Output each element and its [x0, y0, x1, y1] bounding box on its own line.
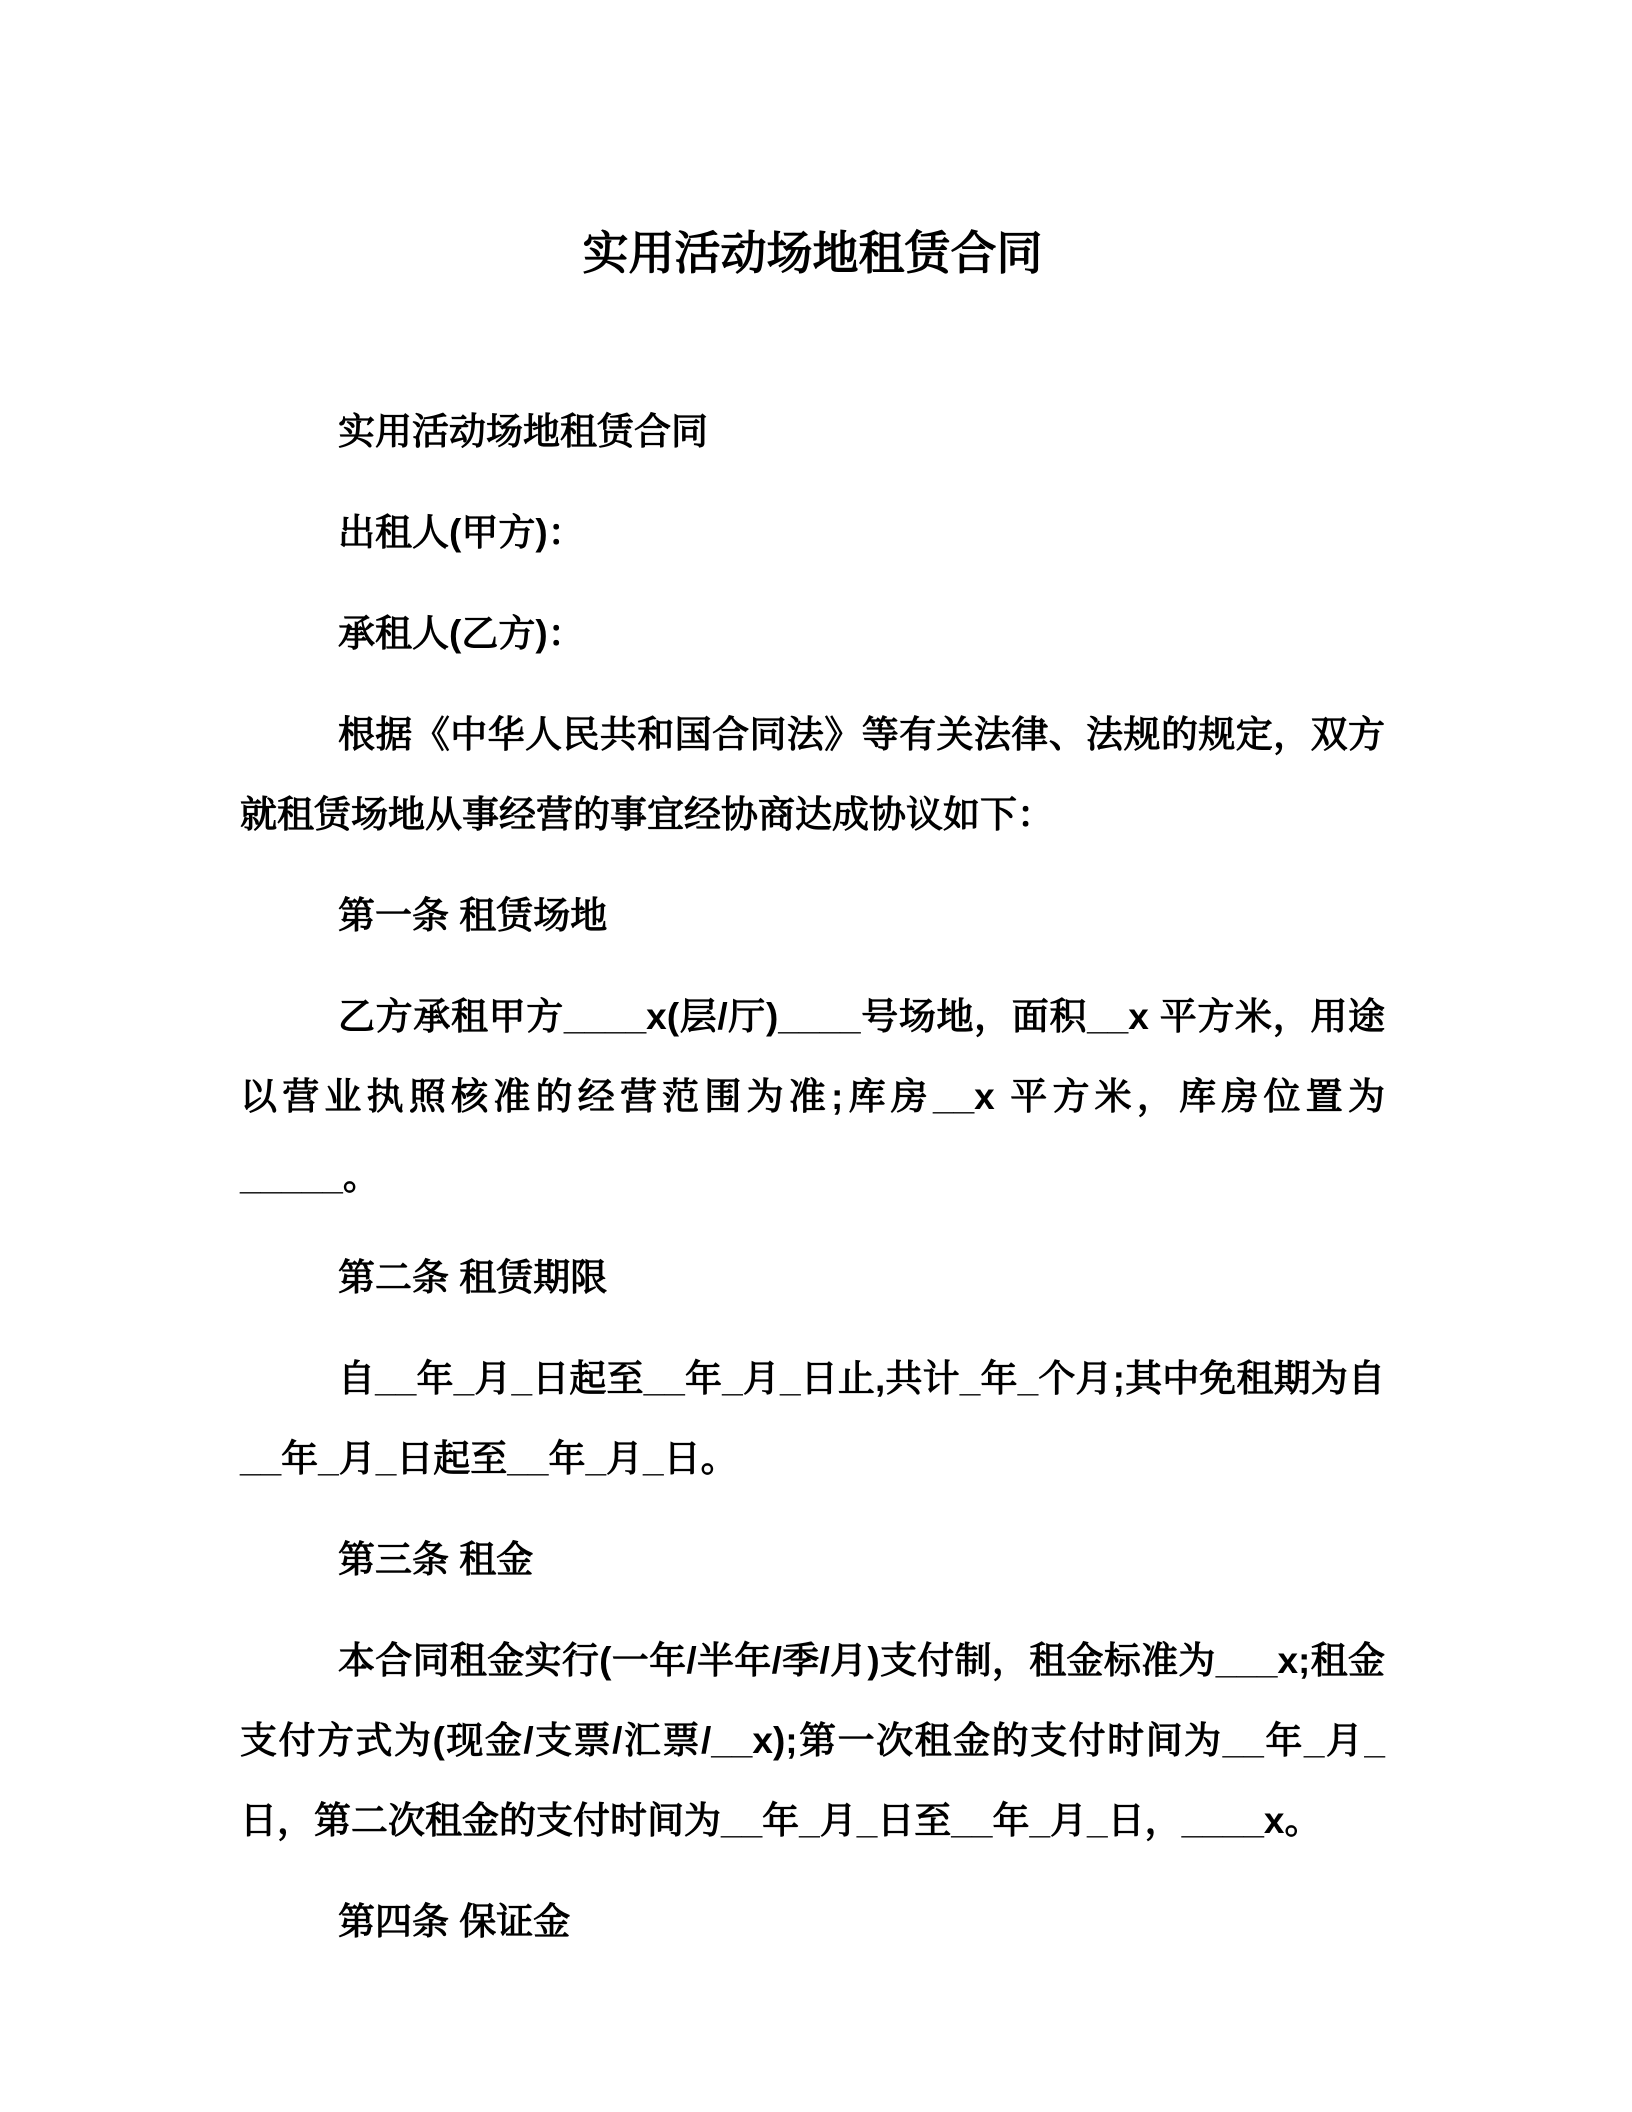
paragraph-article-1-body: 乙方承租甲方____x(层/厅)____号场地，面积__x 平方米，用途以营业执照核准的经营范围为准;库房__x 平方米，库房位置为_____。: [240, 996, 1385, 1197]
paragraph-article-3-body: 本合同租金实行(一年/半年/季/月)支付制，租金标准为___x;租金支付方式为(现金/支票/汇票/__x);第一次租金的支付时间为__年_月_日，第二次租金的支付时间为__年_月_日至__年_月_日，____x。: [240, 1640, 1385, 1841]
heading-article-2: 第二条 租赁期限: [338, 1257, 608, 1298]
paragraph-intro-title: 实用活动场地租赁合同: [338, 411, 708, 452]
paragraph-lessee: 承租人(乙方)：: [338, 613, 585, 654]
heading-article-4: 第四条 保证金: [338, 1901, 571, 1942]
paragraph-article-2-body: 自__年_月_日起至__年_月_日止,共计_年_个月;其中免租期为自__年_月_日起至__年_月_日。: [240, 1358, 1385, 1479]
heading-article-1: 第一条 租赁场地: [338, 895, 608, 936]
document-title: 实用活动场地租赁合同: [582, 227, 1043, 279]
paragraph-lessor: 出租人(甲方)：: [338, 512, 585, 553]
paragraph-preamble: 根据《中华人民共和国合同法》等有关法律、法规的规定，双方就租赁场地从事经营的事宜经协商达成协议如下：: [240, 714, 1385, 835]
heading-article-3: 第三条 租金: [338, 1539, 534, 1580]
